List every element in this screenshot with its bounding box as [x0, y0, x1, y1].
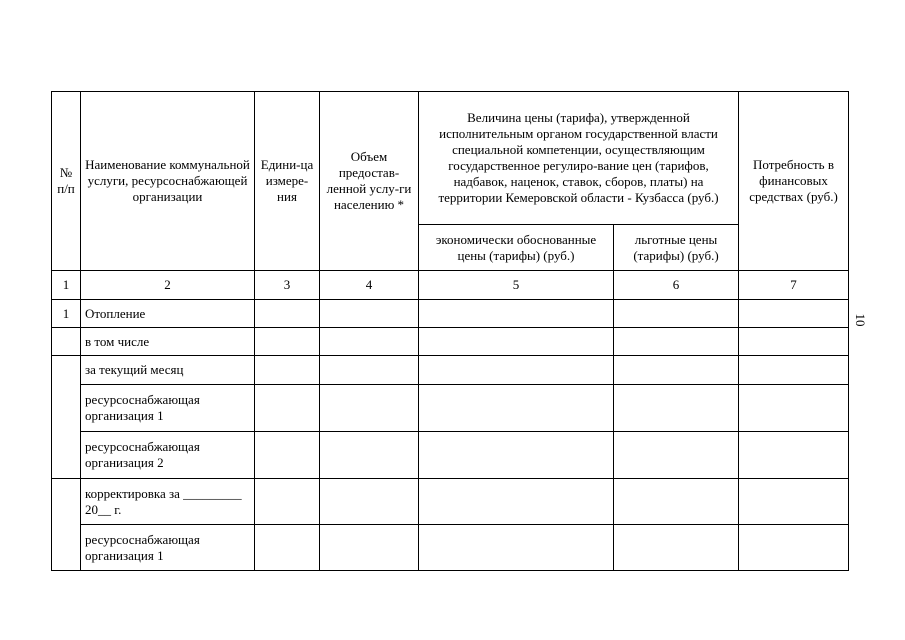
service-label: Отопление	[81, 300, 255, 328]
row-number	[52, 432, 81, 479]
economic-price-cell	[419, 328, 614, 356]
unit-cell	[255, 356, 320, 385]
financing-need-cell	[739, 432, 849, 479]
economic-price-cell	[419, 479, 614, 525]
volume-cell	[320, 432, 419, 479]
unit-cell	[255, 328, 320, 356]
header-service-name: Наименование коммунальной услуги, ресурсоснабжающей организации	[81, 92, 255, 271]
header-price-group: Величина цены (тарифа), утвержденной исполнительным органом государственной власти специальной компетенции, осуществляющим государственное регулиро-вание цен (тарифов, надбавок, наценок, ставок, сборов, платы) на территории Кемеровской области - Кузбасса (руб.)	[419, 92, 739, 225]
column-number: 5	[419, 271, 614, 300]
volume-cell	[320, 525, 419, 571]
table-row	[52, 432, 849, 479]
unit-cell	[255, 525, 320, 571]
row-number	[52, 525, 81, 571]
row-number	[52, 385, 81, 432]
header-row	[52, 92, 849, 225]
header-preferential-price: льготные цены (тарифы) (руб.)	[614, 225, 739, 271]
preferential-price-cell	[614, 525, 739, 571]
row-number	[52, 356, 81, 385]
volume-cell	[320, 356, 419, 385]
column-number: 2	[81, 271, 255, 300]
header-financing-need: Потребность в финансовых средствах (руб.)	[739, 92, 849, 271]
row-number	[52, 328, 81, 356]
volume-cell	[320, 300, 419, 328]
volume-cell	[320, 385, 419, 432]
numbering-row	[52, 271, 849, 300]
financing-need-cell	[739, 300, 849, 328]
table-row	[52, 385, 849, 432]
page-number: 10	[853, 313, 868, 327]
unit-cell	[255, 300, 320, 328]
column-number: 3	[255, 271, 320, 300]
financing-need-cell	[739, 385, 849, 432]
column-number: 1	[52, 271, 81, 300]
service-label: корректировка за _________ 20__ г.	[81, 479, 255, 525]
preferential-price-cell	[614, 356, 739, 385]
financing-needs-table	[51, 91, 849, 571]
volume-cell	[320, 328, 419, 356]
table-row	[52, 525, 849, 571]
row-number	[52, 479, 81, 525]
service-label: ресурсоснабжающая организация 2	[81, 432, 255, 479]
table-row	[52, 356, 849, 385]
header-unit: Едини-ца измере-ния	[255, 92, 320, 271]
economic-price-cell	[419, 300, 614, 328]
unit-cell	[255, 479, 320, 525]
preferential-price-cell	[614, 385, 739, 432]
service-label: в том числе	[81, 328, 255, 356]
header-volume: Объем предостав-ленной услу-ги населению *	[320, 92, 419, 271]
economic-price-cell	[419, 356, 614, 385]
column-number: 7	[739, 271, 849, 300]
volume-cell	[320, 479, 419, 525]
economic-price-cell	[419, 385, 614, 432]
header-economic-price: экономически обоснованные цены (тарифы) (руб.)	[419, 225, 614, 271]
preferential-price-cell	[614, 300, 739, 328]
economic-price-cell	[419, 432, 614, 479]
column-number: 6	[614, 271, 739, 300]
service-label: ресурсоснабжающая организация 1	[81, 525, 255, 571]
table-row	[52, 300, 849, 328]
preferential-price-cell	[614, 479, 739, 525]
preferential-price-cell	[614, 328, 739, 356]
service-label: ресурсоснабжающая организация 1	[81, 385, 255, 432]
financing-need-cell	[739, 328, 849, 356]
table-row	[52, 479, 849, 525]
preferential-price-cell	[614, 432, 739, 479]
economic-price-cell	[419, 525, 614, 571]
unit-cell	[255, 385, 320, 432]
header-number: № п/п	[52, 92, 81, 271]
service-label: за текущий месяц	[81, 356, 255, 385]
table-row	[52, 328, 849, 356]
unit-cell	[255, 432, 320, 479]
column-number: 4	[320, 271, 419, 300]
financing-need-cell	[739, 479, 849, 525]
financing-need-cell	[739, 356, 849, 385]
row-number: 1	[52, 300, 81, 328]
financing-need-cell	[739, 525, 849, 571]
